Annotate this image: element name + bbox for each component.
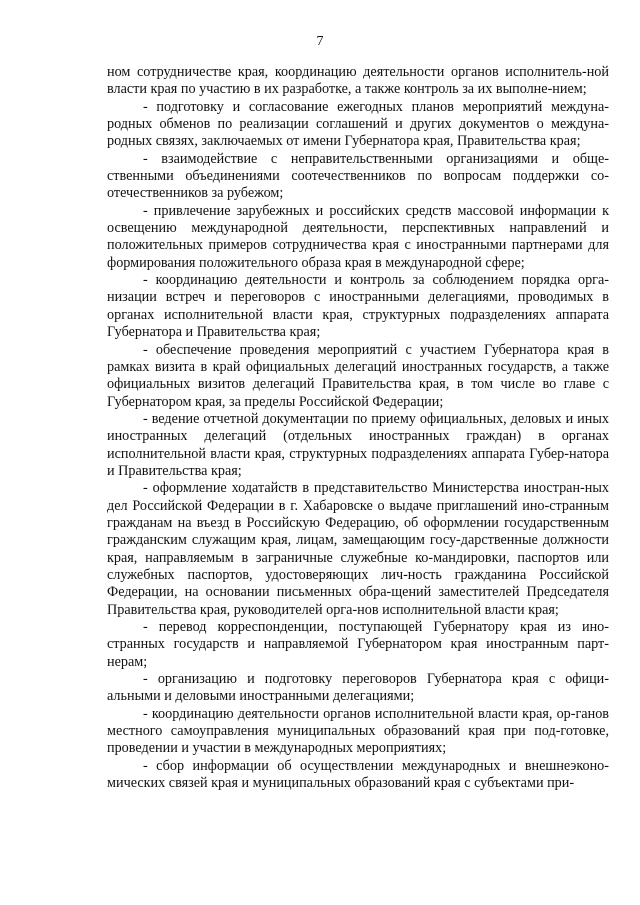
list-item: - организацию и подготовку переговоров Губернатора края с офици-альными и деловыми иностранными делегациями; xyxy=(107,671,609,705)
list-item: - координацию деятельности и контроль за соблюдением порядка орга-низации встреч и переговоров с иностранными делегациями, проводимых в органах исполнительной власти края, структурных подразделениях аппарата Губернатора и Правительства края; xyxy=(107,272,609,341)
list-item: - ведение отчетной документации по приему официальных, деловых и иных иностранных делегаций (отдельных иностранных граждан) в органах исполнительной власти края, структурных подразделениях аппарата Губер-натора и Правительства края; xyxy=(107,410,609,479)
list-item: - оформление ходатайств в представительство Министерства иностран-ных дел Российской Федерации в г. Хабаровске о выдаче приглашений ино-странным гражданам на въезд в Российскую Федерацию, об оформлении государственным гражданским служащим края, лицам, замещающим госу-дарственные должности края, направляемым в заграничные служебные ко-мандировки, паспортов или служебных паспортов, удостоверяющих лич-ность гражданина Российской Федерации, на основании письменных обра-щений заместителей Председателя Правительства края, руководителей орга-нов исполнительной власти края; xyxy=(107,480,609,618)
list-item: - привлечение зарубежных и российских средств массовой информации к освещению международной деятельности, перспективных направлений и положительных примеров сотрудничества края с иностранными партнерами для формирования положительного образа края в международной сфере; xyxy=(107,202,609,271)
list-item: - подготовку и согласование ежегодных планов мероприятий междуна-родных обменов по реализации соглашений и других документов о междуна-родных связях, заключаемых от имени Губернатора края, Правительства края; xyxy=(107,98,609,150)
list-item: - сбор информации об осуществлении международных и внешнеэконо-мических связей края и муниципальных образований края с субъектами при- xyxy=(107,757,609,792)
list-item: - взаимодействие с неправительственными организациями и обще-ственными объединениями соотечественников по вопросам поддержки со-отечественников за рубежом; xyxy=(107,150,609,202)
paragraph-continuation: ном сотрудничестве края, координацию деятельности органов исполнитель-ной власти края по участию в их разработке, а также контроль за их выполне-нием; xyxy=(107,64,609,98)
page-number: 7 xyxy=(316,34,324,49)
list-item: - обеспечение проведения мероприятий с участием Губернатора края в рамках визита в край официальных делегаций иностранных государств, а также официальных визитов делегаций Правительства края, в том числе во главе с Губернатором края, за пределы Российской Федерации; xyxy=(107,341,609,410)
list-item: - координацию деятельности органов исполнительной власти края, ор-ганов местного самоуправления муниципальных образований края при под-готовке, проведении и участии в международных мероприятиях; xyxy=(107,705,609,757)
document-body xyxy=(107,64,609,792)
list-item: - перевод корреспонденции, поступающей Губернатору края из ино-странных государств и направляемой Губернатором края иностранным парт-нерам; xyxy=(107,619,609,670)
